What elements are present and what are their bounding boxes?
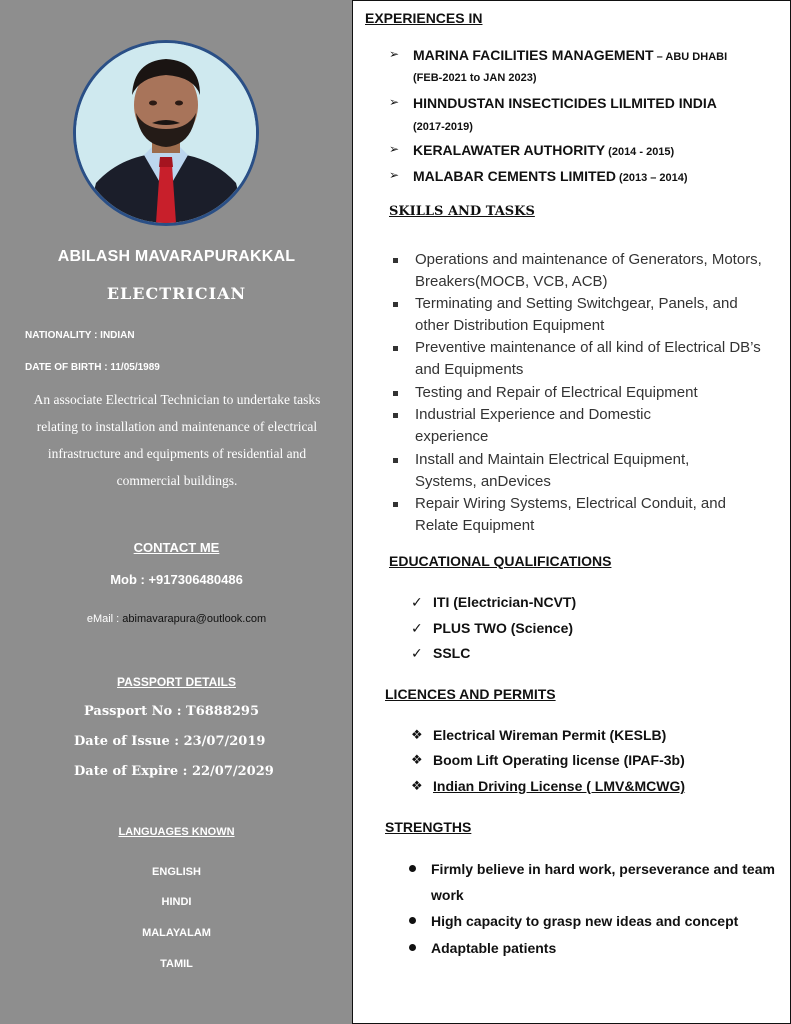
- passport-expiry-date: Date of Expire : 22/07/2029: [74, 764, 274, 779]
- checkmark-icon: ✓: [411, 645, 423, 661]
- strengths-heading: STRENGTHS: [385, 819, 472, 835]
- experience-dates: (2014 - 2015): [605, 146, 675, 158]
- square-bullet-icon: [393, 258, 398, 263]
- strength-item: [431, 908, 786, 934]
- main-content: [352, 0, 791, 1024]
- licence-text: Indian Driving License ( LMV&MCWG): [433, 778, 686, 794]
- bullet-dot-icon: [409, 944, 416, 951]
- strength-item: [431, 935, 786, 961]
- strength-text: High capacity to grasp new ideas and concept: [431, 913, 739, 929]
- square-bullet-icon: [393, 458, 398, 463]
- bullet-dot-icon: [409, 865, 416, 872]
- skill-text: Industrial Experience and Domestic experience: [415, 406, 651, 445]
- company-name: MARINA FACILITIES MANAGEMENT: [413, 47, 654, 63]
- strength-text: Adaptable patients: [431, 940, 557, 956]
- nationality: NATIONALITY : INDIAN: [25, 330, 135, 341]
- skill-item: [415, 449, 735, 493]
- checkmark-icon: ✓: [411, 594, 423, 610]
- licence-text: Boom Lift Operating license (IPAF-3b): [433, 752, 685, 768]
- licences-heading: LICENCES AND PERMITS: [385, 686, 556, 702]
- skill-item: [415, 382, 775, 404]
- mobile-number: Mob : +917306480486: [110, 572, 243, 587]
- arrow-bullet-icon: ➢: [389, 142, 400, 156]
- square-bullet-icon: [393, 391, 398, 396]
- contact-heading: CONTACT ME: [133, 540, 220, 555]
- experience-dates: (2017-2019): [413, 121, 473, 133]
- skill-item: [415, 404, 715, 448]
- bullet-dot-icon: [409, 917, 416, 924]
- skill-text: Terminating and Setting Switchgear, Panels, and other Distribution Equipment: [415, 295, 738, 334]
- experience-dates: (2013 – 2014): [616, 172, 688, 184]
- checkmark-icon: ✓: [411, 620, 423, 636]
- language-item: ENGLISH: [152, 866, 201, 878]
- square-bullet-icon: [393, 413, 398, 418]
- skill-text: Testing and Repair of Electrical Equipment: [415, 384, 698, 401]
- square-bullet-icon: [393, 502, 398, 507]
- passport-issue-date: Date of Issue : 23/07/2019: [74, 734, 266, 749]
- language-item: HINDI: [161, 896, 192, 908]
- arrow-bullet-icon: ➢: [389, 47, 400, 61]
- skill-item: [415, 249, 775, 293]
- education-text: ITI (Electrician-NCVT): [433, 594, 577, 610]
- profile-photo: [73, 40, 259, 226]
- education-text: SSLC: [433, 645, 471, 661]
- licence-text: Electrical Wireman Permit (KESLB): [433, 727, 667, 743]
- skill-text: Repair Wiring Systems, Electrical Conduit, and Relate Equipment: [415, 495, 726, 534]
- education-heading: EDUCATIONAL QUALIFICATIONS: [389, 553, 612, 569]
- strength-item: [431, 856, 786, 908]
- sidebar: [0, 0, 353, 1024]
- square-bullet-icon: [393, 302, 398, 307]
- email-line: [0, 613, 353, 625]
- skills-heading: SKILLS AND TASKS: [389, 204, 535, 219]
- email-label: eMail :: [86, 613, 123, 625]
- arrow-bullet-icon: ➢: [389, 95, 400, 109]
- diamond-bullet-icon: ❖: [411, 727, 423, 742]
- experience-dates: (FEB-2021 to JAN 2023): [413, 72, 537, 84]
- education-text: PLUS TWO (Science): [433, 620, 574, 636]
- candidate-name: ABILASH MAVARAPURAKKAL: [57, 248, 296, 265]
- skill-text: Install and Maintain Electrical Equipment, Systems, anDevices: [415, 451, 690, 490]
- profile-summary: An associate Electrical Technician to undertake tasks relating to installation and maintenance of electrical infrastructure and equipments of residential and commercial buildings.: [33, 392, 321, 488]
- skill-text: Operations and maintenance of Generators, Motors, Breakers(MOCB, VCB, ACB): [415, 251, 762, 290]
- skill-item: [415, 293, 775, 337]
- company-location: – ABU DHABI: [653, 51, 728, 63]
- strength-text: Firmly believe in hard work, perseverance and team work: [431, 861, 775, 903]
- passport-heading: PASSPORT DETAILS: [117, 675, 236, 689]
- diamond-bullet-icon: ❖: [411, 752, 423, 767]
- email-address[interactable]: abimavarapura@outlook.com: [122, 613, 267, 625]
- company-name: KERALAWATER AUTHORITY: [413, 142, 606, 158]
- languages-heading: LANGUAGES KNOWN: [118, 826, 235, 838]
- diamond-bullet-icon: ❖: [411, 778, 423, 793]
- square-bullet-icon: [393, 346, 398, 351]
- job-title: ELECTRICIAN: [106, 284, 247, 303]
- date-of-birth: DATE OF BIRTH : 11/05/1989: [25, 362, 160, 373]
- skill-item: [415, 337, 775, 381]
- passport-number: Passport No : T6888295: [84, 704, 260, 719]
- company-name: HINNDUSTAN INSECTICIDES LILMITED INDIA: [413, 95, 717, 111]
- experience-heading: EXPERIENCES IN: [365, 10, 483, 26]
- skill-item: [415, 493, 745, 537]
- language-item: MALAYALAM: [142, 927, 211, 939]
- company-name: MALABAR CEMENTS LIMITED: [413, 168, 616, 184]
- skill-text: Preventive maintenance of all kind of Electrical DB’s and Equipments: [415, 339, 761, 378]
- language-item: TAMIL: [160, 958, 193, 970]
- arrow-bullet-icon: ➢: [389, 168, 400, 182]
